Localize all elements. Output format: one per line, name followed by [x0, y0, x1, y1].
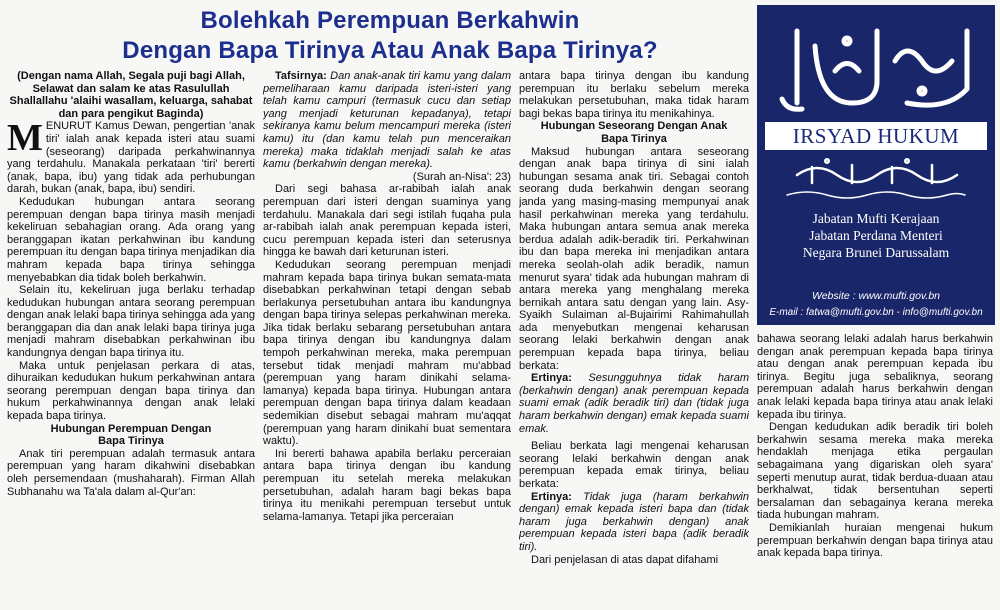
paragraph: Demikianlah huraian mengenai hukum perempuan berkahwin dengan bapa tirinya atau anak kepada bapa tirinya. [757, 521, 993, 560]
quote-label: Ertinya: [531, 372, 572, 385]
paragraph: Ini bererti bahawa apabila berlaku perceraian antara bapa tirinya dengan ibu kandung perempuan itu setelah mereka melakukan persetubuhan, adalah haram bagi bekas bapa tirinya itu menikahi perempuan tersebut untuk selama-lamanya. Tetapi jika perceraian [263, 447, 511, 523]
headline-line-2: Dengan Bapa Tirinya Atau Anak Bapa Tirinya? [122, 37, 658, 64]
quote-label: Ertinya: [531, 490, 572, 503]
paragraph-intro [7, 117, 255, 196]
paragraph: Dengan kedudukan adik beradik tiri boleh berkahwin sesama mereka maka mereka hendaklah menjaga etika pergaulan sebagaimana yang digariskan oleh syara' seperti menutup aurat, tidak berdua-duaan atau berkhalwat, tidak bersentuhan seperti bersalaman dan sebagainya kerana mereka tiada hubungan mahram. [757, 421, 993, 522]
quote-text: Tidak juga (haram berkahwin dengan) emak kepada isteri bapa dan (tidak haram juga berkahwin dengan) anak perempuan kepada isteri bapa (adik beradik tiri). [519, 490, 749, 553]
tafsir-text: Dan anak-anak tiri kamu yang dalam pemeliharaan kamu daripada isteri-isteri yang telah kamu campuri (termasuk cucu dan setiap yang menjadi keturunan kepadanya), tetapi sekiranya kamu belum mencampuri mereka (isteri kamu) itu (dan kamu telah pun menceraikan mereka) maka tidaklah menjadi salah ke atas kamu (berkahwin dengan mereka). [263, 70, 511, 171]
website-line: Website : www.mufti.gov.bn [812, 290, 940, 302]
headline-line-1: Bolehkah Perempuan Berkahwin [200, 7, 580, 34]
section-heading: Bapa Tirinya [601, 132, 667, 145]
opening-invocation: (Dengan nama Allah, Segala puji bagi Allah, Selawat dan salam ke atas Rasulullah Shallallahu 'alaihi wasallam, keluarga, sahabat dan para pengikut Baginda) [9, 70, 253, 120]
department-line: Jabatan Mufti Kerajaan [812, 211, 940, 226]
irsyad-hukum-title: IRSYAD HUKUM [765, 122, 987, 150]
department-block [757, 210, 995, 261]
department-line: Jabatan Perdana Menteri [809, 228, 943, 243]
section-heading: Hubungan Seseorang Dengan Anak [540, 120, 728, 133]
arabic-calligraphy-logo [757, 11, 995, 121]
irsyad-hukum-banner [757, 5, 995, 325]
jawi-script-emblem [757, 153, 995, 205]
paragraph: antara bapa tirinya dengan ibu kandung perempuan itu berlaku sebelum mereka melakukan persetubuhan, maka tidak haram bagi bekas bapa tirinya itu menikahinya. [519, 70, 749, 120]
paragraph: Selain itu, kekeliruan juga berlaku terhadap kedudukan hubungan antara seorang perempuan dengan anak lelaki bapa tirinya sehingga ada yang beranggapan dia dan anak lelaki bapa tirinya juga menjadi mahram disebabkan perkahwinan ibu kandungnya dengan bapa tirinya itu. [7, 284, 255, 360]
department-line: Negara Brunei Darussalam [802, 245, 950, 260]
email-line: E-mail : fatwa@mufti.gov.bn - info@mufti.gov.bn [769, 307, 983, 318]
column-3 [519, 70, 749, 610]
paragraph: Beliau berkata lagi mengenai keharusan seorang lelaki berkahwin dengan anak perempuan kepada emak tirinya, beliau berkata: [519, 440, 749, 490]
paragraph: bahawa seorang lelaki adalah harus berkahwin dengan anak perempuan kepada bapa tirinya atau dengan anak perempuan kepada ibu tirinya. Begitu juga sebaliknya, seorang perempuan adalah harus berkahwin dengan anak lelaki kepada bapa tirinya atau anak lelaki kepada ibu tirinya. [757, 333, 993, 421]
column-4 [757, 333, 993, 610]
quote-1 [519, 372, 749, 435]
tafsir-label: Tafsirnya: [275, 70, 327, 82]
paragraph: Kedudukan hubungan antara seorang perempuan dengan bapa tirinya masih menjadi kekeliruan sebahagian orang. Ada orang yang beranggapan ikatan perkahwinan ibu kandung perempuan itu dengan bapa tirinya menjadikan dia mahram kepada bapa tirinya sehingga menyebabkan dia tidak boleh berkahwin. [7, 195, 255, 284]
paragraph: Dari penjelasan di atas dapat difahami [531, 553, 719, 566]
quran-reference: (Surah an-Nisa': 23) [412, 170, 511, 183]
column-2 [263, 70, 511, 610]
section-heading: Bapa Tirinya [98, 435, 164, 448]
headline [20, 6, 760, 66]
paragraph: Anak tiri perempuan adalah termasuk antara perempuan yang haram dikahwini disebabkan oleh persemendaan (mushaharah). Firman Allah Subhanahu wa Ta'ala dalam al-Qur'an: [7, 447, 255, 498]
column-1 [7, 70, 255, 610]
tafsir-quote [263, 70, 511, 171]
intro-text: ENURUT Kamus Dewan, pengertian 'anak tiri' ialah anak kepada isteri atau suami (seseorang) daripada perkahwinannya yang terdahulu. Manakala perkataan 'tiri' bererti (anak, bapa, ibu) yang tidak ada perhubungan darah, bukan (anak, bapa, ibu) sendiri. [7, 120, 255, 196]
paragraph: Dari segi bahasa ar-rabibah ialah anak perempuan dari isteri dengan suaminya yang terdahulu. Manakala dari segi istilah fuqaha pula ar-rabibah ialah anak perempuan kepada isteri, cucu perempuan kepada isteri dan seterusnya hingga ke bawah dari keturunan isteri. [263, 183, 511, 259]
section-heading: Hubungan Perempuan Dengan [50, 422, 212, 435]
paragraph: Maka untuk penjelasan perkara di atas, dihuraikan kedudukan hukum perkahwinan antara seorang perempuan dengan bapa tirinya dan hukum perkahwinannya dengan anak lelaki kepada bapa tirinya. [7, 359, 255, 423]
quote-text: Sesungguhnya tidak haram (berkahwin dengan) anak perempuan kepada suami emak (adik beradik tiri) dan (tidak juga haram berkahwin dengan) emak kepada suami emak. [519, 372, 749, 435]
paragraph: Kedudukan seorang perempuan menjadi mahram kepada bapa tirinya bukan semata-mata disebabkan perkahwinan tetapi dengan sebab berlakunya persetubuhan antara ibu kandungnya dengan bapa tirinya selepas perkahwinan mereka. Jika tidak berlaku sebarang persetubuhan antara bapa tirinya dengan ibu kandungnya dalam tempoh perkahwinan mereka, maka perempuan tersebut tidak menjadi mahram mu'abbad (perempuan yang haram dinikahi selama-lamanya) kepada bapa tirinya. Hubungan antara perempuan dengan bapa tirinya dalam keadaan sedemikian disebut sebagai mahram mu'aqqat (perempuan yang haram dinikahi buat sementara waktu). [263, 258, 511, 448]
quote-2 [519, 491, 749, 554]
drop-cap: M [7, 117, 43, 160]
paragraph: Maksud hubungan antara seseorang dengan anak bapa tirinya di sini ialah hubungan sesama anak tiri. Sebagai contoh seorang duda berkahwin dengan seorang janda yang masing-masing mempunyai anak hasil perkahwinan mereka yang terdahulu. Maka hubungan antara semua anak mereka berdua adalah adik-beradik tiri. Perkahwinan ibu dan bapa mereka ini menjadikan antara mereka seolah-olah adik beradik, namun menurut syara' tidak ada hubungan mahram di antara mereka yang menghalang mereka bernikah antara satu dengan yang lain. Asy-Syaikh Sulaiman al-Bujairimi Rahimahullah ada menyebutkan mengenai keharusan seorang lelaki berkahwin dengan anak perempuan kepada bapa tirinya, beliau berkata: [519, 145, 749, 372]
